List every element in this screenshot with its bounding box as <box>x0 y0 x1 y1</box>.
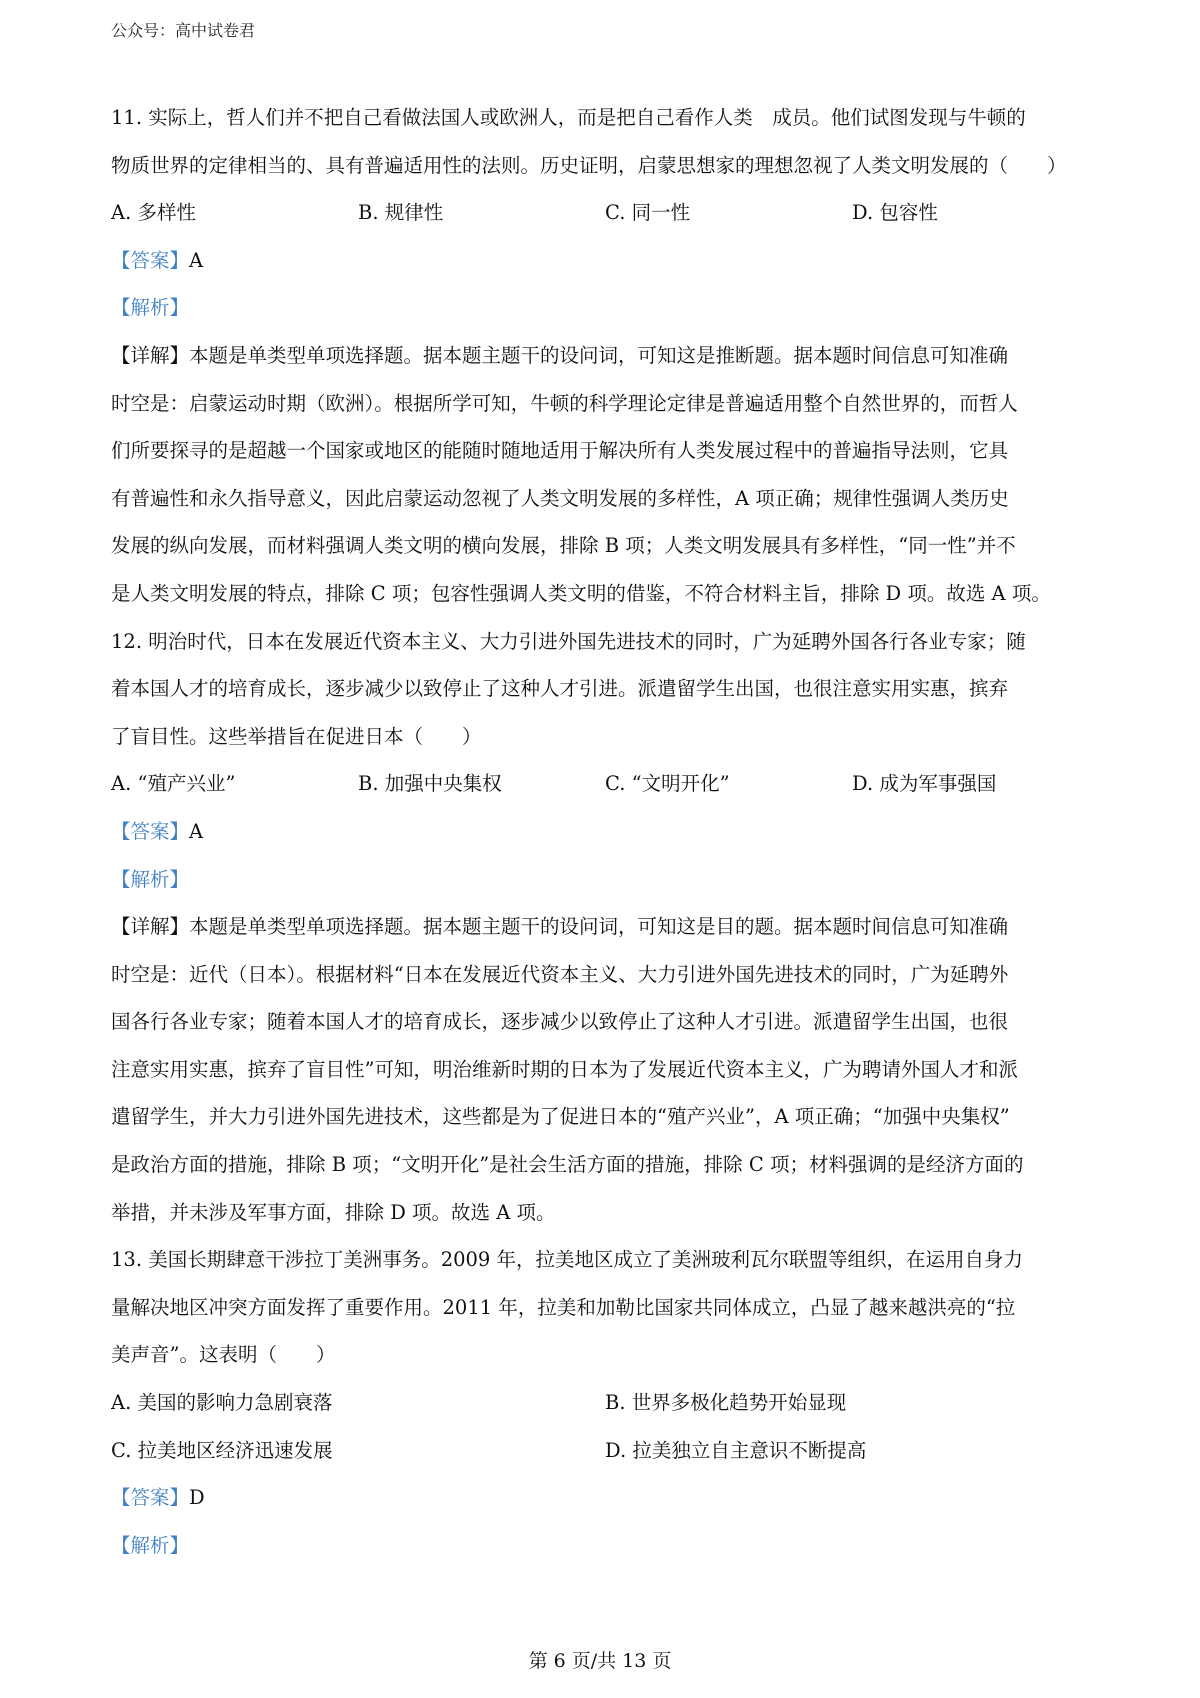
option-a: A. 多样性 <box>111 201 196 225</box>
page-footer: 第 6 页/共 13 页 <box>528 1650 672 1672</box>
option-d: D. 拉美独立自主意识不断提高 <box>605 1438 867 1462</box>
option-c: C. 同一性 <box>605 201 691 225</box>
option-a: A. 美国的影响力急剧衰落 <box>111 1391 333 1415</box>
option-b: B. 世界多极化趋势开始显现 <box>605 1391 847 1415</box>
options-row <box>111 1379 1101 1427</box>
detail-line: 举措，并未涉及军事方面，排除 D 项。故选 A 项。 <box>111 1200 556 1224</box>
analysis-tag: 【解析】 <box>111 296 190 320</box>
analysis-line <box>111 856 1101 904</box>
question-stem-line: 13. 美国长期肆意干涉拉丁美洲事务。2009 年，拉美地区成立了美洲玻利瓦尔联盟等组织，在运用自身力 <box>111 1248 1024 1272</box>
question-stem-line: 物质世界的定律相当的、具有普遍适用性的法则。历史证明，启蒙思想家的理想忽视了人类文明发展的（ ） <box>111 153 1067 177</box>
detail-line <box>111 332 1101 380</box>
analysis-tag: 【解析】 <box>111 1533 190 1557</box>
question-13 <box>111 1236 1101 1569</box>
options-row <box>111 1427 1101 1475</box>
question-12 <box>111 618 1101 1237</box>
question-stem-line: 12. 明治时代，日本在发展近代资本主义、大力引进外国先进技术的同时，广为延聘外国各行各业专家；随 <box>111 629 1026 653</box>
detail-line: 国各行各业专家；随着本国人才的培育成长，逐步减少以致停止了这种人才引进。派遣留学生出国，也很 <box>111 1010 1009 1034</box>
question-stem-line: 量解决地区冲突方面发挥了重要作用。2011 年，拉美和加勒比国家共同体成立，凸显了越来越洪亮的“拉 <box>111 1295 1016 1319</box>
detail-line: 有普遍性和永久指导意义，因此启蒙运动忽视了人类文明发展的多样性，A 项正确；规律性强调人类历史 <box>111 486 1009 510</box>
detail-text: 本题是单类型单项选择题。据本题主题干的设问词，可知这是目的题。据本题时间信息可知准确 <box>189 915 1009 939</box>
option-a: A. “殖产兴业” <box>111 772 236 796</box>
answer-tag: 【答案】 <box>111 248 190 272</box>
page-header: 公众号：高中试卷君 <box>111 21 256 40</box>
detail-line: 是政治方面的措施，排除 B 项；“文明开化”是社会生活方面的措施，排除 C 项；材料强调的是经济方面的 <box>111 1153 1024 1177</box>
answer-line <box>111 1474 1101 1522</box>
question-stem-line: 着本国人才的培育成长，逐步减少以致停止了这种人才引进。派遣留学生出国，也很注意实用实惠，摈弃 <box>111 677 1009 701</box>
answer-tag: 【答案】 <box>111 819 190 843</box>
detail-tag: 【详解】 <box>111 343 190 367</box>
analysis-line <box>111 284 1101 332</box>
detail-line: 时空是：启蒙运动时期（欧洲）。根据所学可知，牛顿的科学理论定律是普遍适用整个自然世界的，而哲人 <box>111 391 1018 415</box>
option-b: B. 规律性 <box>358 201 444 225</box>
options-row <box>111 189 1101 237</box>
detail-line <box>111 903 1101 951</box>
detail-line: 注意实用实惠，摈弃了盲目性”可知，明治维新时期的日本为了发展近代资本主义，广为聘请外国人才和派 <box>111 1057 1018 1081</box>
analysis-tag: 【解析】 <box>111 867 190 891</box>
question-stem-line: 了盲目性。这些举措旨在促进日本（ ） <box>111 724 482 748</box>
detail-line: 们所要探寻的是超越一个国家或地区的能随时随地适用于解决所有人类发展过程中的普遍指导法则，它具 <box>111 439 1009 463</box>
detail-text: 本题是单类型单项选择题。据本题主题干的设问词，可知这是推断题。据本题时间信息可知准确 <box>189 343 1009 367</box>
option-c: C. 拉美地区经济迅速发展 <box>111 1438 333 1462</box>
detail-line: 发展的纵向发展，而材料强调人类文明的横向发展，排除 B 项；人类文明发展具有多样性，“同一性”并不 <box>111 534 1016 558</box>
answer-line <box>111 808 1101 856</box>
detail-line: 时空是：近代（日本）。根据材料“日本在发展近代资本主义、大力引进外国先进技术的同时，广为延聘外 <box>111 962 1009 986</box>
answer-value: A <box>189 819 204 843</box>
option-d: D. 包容性 <box>852 201 938 225</box>
option-d: D. 成为军事强国 <box>852 772 997 796</box>
detail-tag: 【详解】 <box>111 915 190 939</box>
answer-value: A <box>189 248 204 272</box>
answer-value: D <box>189 1486 205 1510</box>
question-stem-line: 11. 实际上，哲人们并不把自己看做法国人或欧洲人，而是把自己看作人类 成员。他们试图发现与牛顿的 <box>111 106 1026 129</box>
detail-line: 是人类文明发展的特点，排除 C 项；包容性强调人类文明的借鉴，不符合材料主旨，排除 D 项。故选 A 项。 <box>111 581 1051 605</box>
analysis-line <box>111 1522 1101 1570</box>
answer-line <box>111 237 1101 285</box>
option-c: C. “文明开化” <box>605 772 730 796</box>
page-content <box>111 94 1101 1569</box>
option-b: B. 加强中央集权 <box>358 772 502 796</box>
question-stem-line: 美声音”。这表明（ ） <box>111 1343 336 1367</box>
answer-tag: 【答案】 <box>111 1486 190 1510</box>
options-row <box>111 760 1101 808</box>
detail-line: 遣留学生，并大力引进外国先进技术，这些都是为了促进日本的“殖产兴业”，A 项正确；“加强中央集权” <box>111 1105 1010 1129</box>
question-11 <box>111 94 1101 618</box>
